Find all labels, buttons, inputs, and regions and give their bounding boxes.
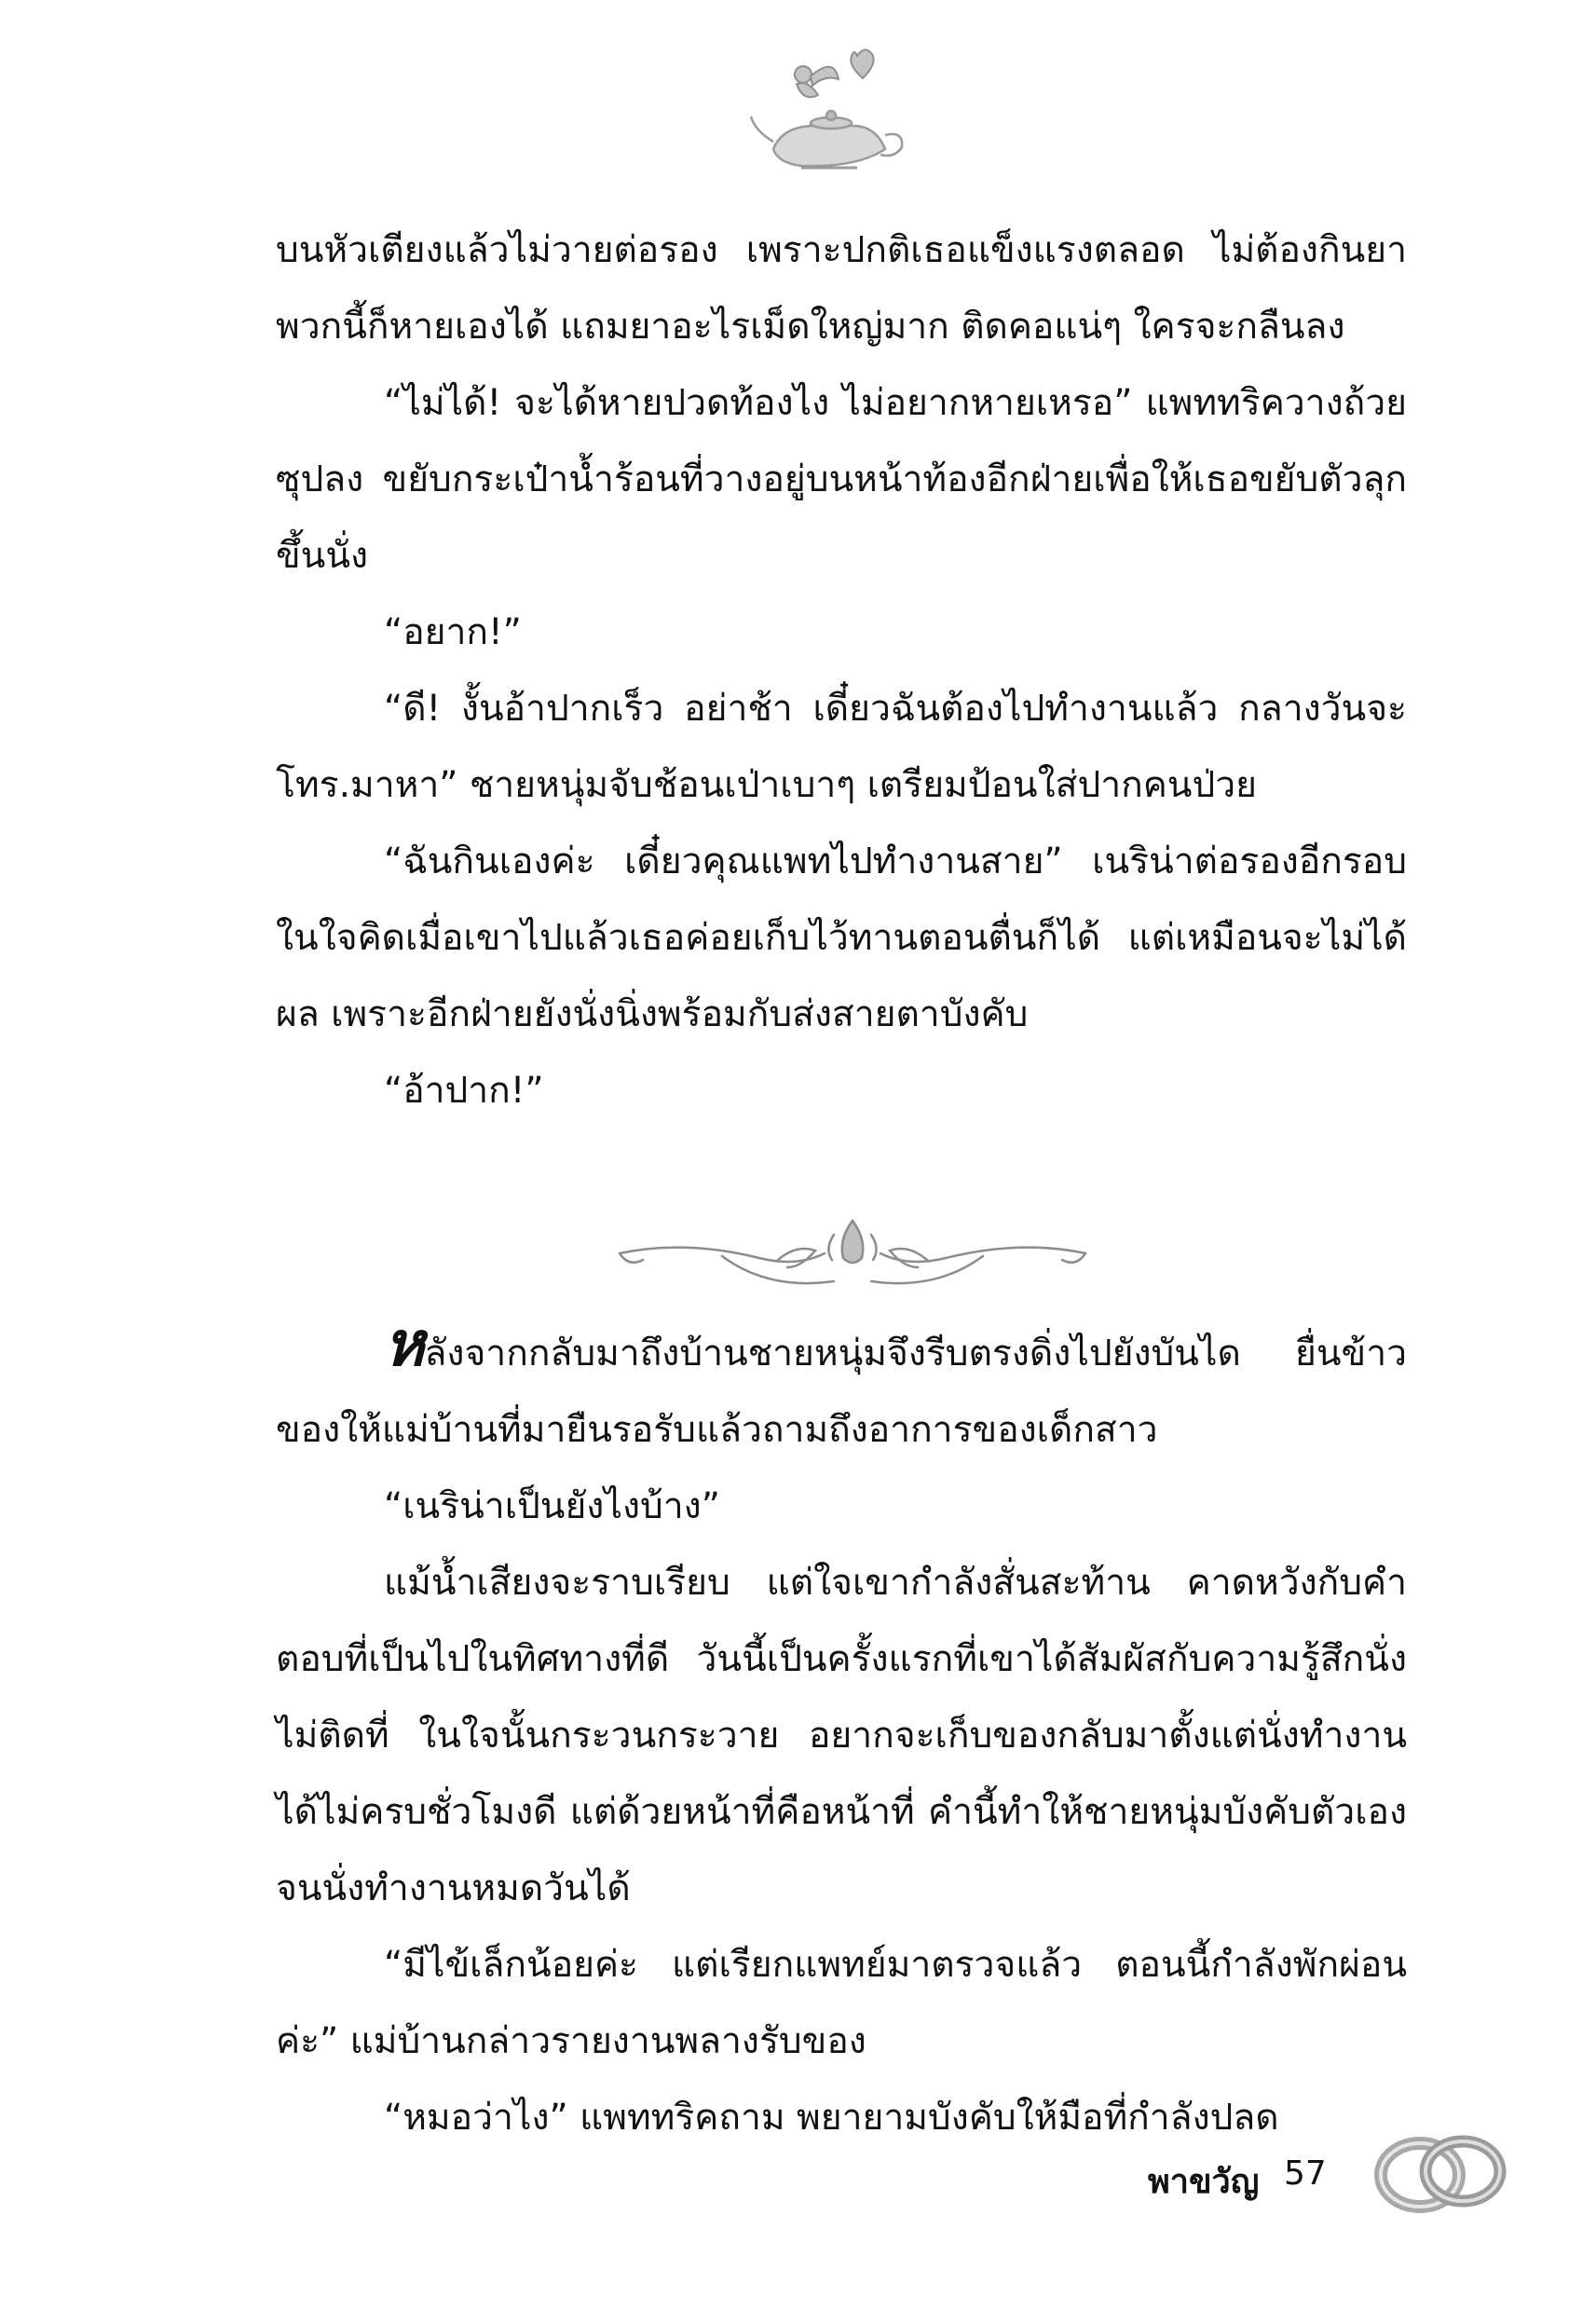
wedding-rings-icon [1366, 2117, 1515, 2229]
opening-text: ลังจากกลับมาถึงบ้านชายหนุ่มจึงรีบตรงดิ่งไปยังบันได ยื่นข้าวของให้แม่บ้านที่มายืนรอรับแล้วถามถึงอาการของเด็กสาว [276, 1333, 1407, 1451]
teapot-cupid-icon [745, 37, 913, 177]
paragraph: “อ้าปาก!” [384, 1070, 544, 1112]
paragraph: “มีไข้เล็กน้อยค่ะ แต่เรียกแพทย์มาตรวจแล้ว ตอนนี้กำลังพักผ่อนค่ะ” แม่บ้านกล่าวรายงานพลางรับของ [276, 1944, 1407, 2062]
floral-divider-icon [610, 1202, 1095, 1305]
paragraph: “ไม่ได้! จะได้หายปวดท้องไง ไม่อยากหายเหรอ” แพททริควางถ้วยซุปลง ขยับกระเป๋าน้ำร้อนที่วางอยู่บนหน้าท้องอีกฝ่ายเพื่อให้เธอขยับตัวลุกขึ้นนั่ง [276, 382, 1407, 577]
section-1-text [276, 212, 1407, 1129]
paragraph: บนหัวเตียงแล้วไม่วายต่อรอง เพราะปกติเธอแข็งแรงตลอด ไม่ต้องกินยาพวกนี้ก็หายเองได้ แถมยาอะไรเม็ดใหญ่มาก ติดคอแน่ๆ ใครจะกลืนลง [276, 229, 1407, 348]
paragraph: “ฉันกินเองค่ะ เดี๋ยวคุณแพทไปทำงานสาย” เนริน่าต่อรองอีกรอบ ในใจคิดเมื่อเขาไปแล้วเธอค่อยเก็บไว้ทานตอนตื่นก็ได้ แต่เหมือนจะไม่ได้ผล เพราะอีกฝ่ายยังนั่งนิ่งพร้อมกับส่งสายตาบังคับ [276, 841, 1407, 1035]
section-2-text [276, 1308, 1407, 2156]
paragraph: “อยาก!” [384, 611, 522, 653]
drop-cap: ห [384, 1308, 425, 1380]
paragraph: “เนริน่าเป็นยังไงบ้าง” [384, 1485, 720, 1527]
book-title: พาขวัญ [1148, 2163, 1260, 2201]
opening-paragraph [276, 1308, 1407, 1469]
paragraph: แม้น้ำเสียงจะราบเรียบ แต่ใจเขากำลังสั่นสะท้าน คาดหวังกับคำตอบที่เป็นไปในทิศทางที่ดี วันนี้เป็นครั้งแรกที่เขาได้สัมผัสกับความรู้สึกนั่งไม่ติดที่ ในใจนั้นกระวนกระวาย อยากจะเก็บของกลับมาตั้งแต่นั่งทำงานได้ไม่ครบชั่วโมงดี แต่ด้วยหน้าที่คือหน้าที่ คำนี้ทำให้ชายหนุ่มบังคับตัวเองจนนั่งทำงานหมดวันได้ [276, 1562, 1407, 1909]
page-number: 57 [1284, 2154, 1327, 2193]
paragraph: “ดี! งั้นอ้าปากเร็ว อย่าช้า เดี๋ยวฉันต้องไปทำงานแล้ว กลางวันจะโทร.มาหา” ชายหนุ่มจับช้อนเป่าเบาๆ เตรียมป้อนใส่ปากคนป่วย [276, 688, 1407, 806]
paragraph: “หมอว่าไง” แพททริคถาม พยายามบังคับให้มือที่กำลังปลด [384, 2097, 1279, 2139]
